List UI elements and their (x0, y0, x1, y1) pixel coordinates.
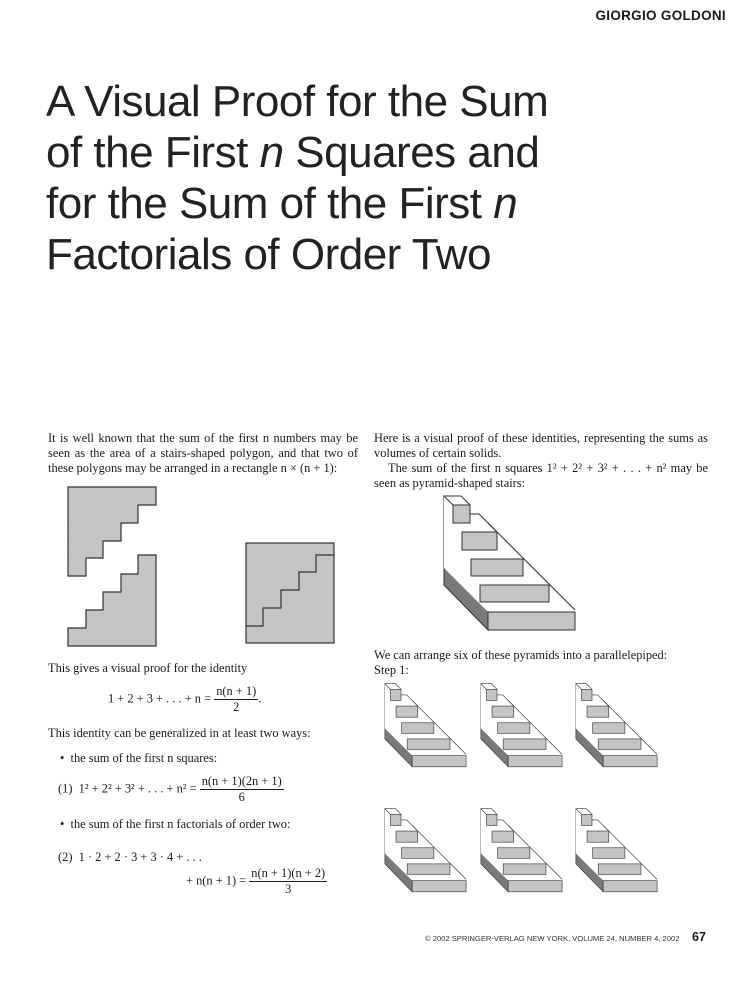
identity-lhs: 1 + 2 + 3 + . . . + n = (108, 691, 215, 706)
small-pyramid-1 (385, 684, 466, 767)
footer-copyright: © 2002 SPRINGER-VERLAG NEW YORK, VOLUME 24, NUMBER 4, 2002 (425, 934, 680, 943)
page-number: 67 (692, 930, 706, 944)
identity-numerator: n(n + 1) (216, 684, 257, 698)
title-line-3a: for the Sum of the First (46, 179, 494, 228)
identity-denominator: 2 (233, 700, 240, 714)
right-paragraph-2: The sum of the first n squares 1² + 2² + 3² + . . . + n² may be seen as pyramid-shaped stairs: (374, 461, 708, 490)
title-line-2a: of the First (46, 128, 260, 177)
step-label: Step 1: (374, 663, 409, 677)
equation-2-line-2 (186, 866, 327, 897)
title-n: n (259, 128, 284, 177)
bullet-factorials-text: the sum of the first n factorials of order two: (70, 817, 291, 831)
generalized-text: This identity can be generalized in at least two ways: (48, 726, 311, 740)
equation-2-denominator: 3 (285, 882, 292, 896)
small-pyramid-3 (576, 684, 657, 767)
equation-2-lhs: + n(n + 1) = (186, 873, 250, 888)
bullet-squares-text: the sum of the first n squares: (70, 751, 218, 765)
author-name: GIORGIO GOLDONI (595, 8, 726, 23)
intro-paragraph: It is well known that the sum of the first n numbers may be seen as the area of a stairs-shaped polygon, and that two of these polygons may be arranged in a rectangle n × (n + 1): (48, 431, 358, 475)
equation-1 (58, 774, 284, 805)
equation-1-denominator: 6 (238, 790, 245, 804)
title-line-1: A Visual Proof for the Sum (46, 77, 549, 126)
right-paragraph-3: We can arrange six of these pyramids into a parallelepiped: (374, 648, 668, 662)
title-line-2b: Squares and (283, 128, 540, 177)
small-pyramid-2 (481, 684, 562, 767)
pyramid-stairs-large (444, 496, 575, 630)
equation-2-numerator: n(n + 1)(n + 2) (251, 866, 326, 880)
small-pyramid-6 (576, 809, 657, 892)
equation-2-line-1 (58, 850, 202, 865)
equation-1-numerator: n(n + 1)(2n + 1) (201, 774, 282, 788)
rectangle-arrangement (246, 543, 334, 643)
small-pyramid-5 (481, 809, 562, 892)
equation-1-lhs: 1² + 2² + 3² + . . . + n² = (78, 781, 200, 796)
six-pyramids-figure (0, 0, 1, 1)
right-paragraph-1: Here is a visual proof of these identities, representing the sums as volumes of certain solids. (374, 431, 708, 460)
equation-1-label: (1) (58, 781, 73, 796)
equation-2-first-line: 1 · 2 + 2 · 3 + 3 · 4 + . . . (78, 850, 202, 864)
title-line-4: Factorials of Order Two (46, 230, 491, 279)
identity-intro: This gives a visual proof for the identity (48, 661, 248, 675)
bullet-factorials: • the sum of the first n factorials of order two: (60, 817, 291, 831)
identity-equation: 1 + 2 + 3 + . . . + n = $\frac{n(n + 1)}{2}$ . (108, 684, 262, 714)
article-title (46, 76, 548, 280)
title-n: n (493, 179, 518, 228)
small-pyramid-4 (385, 809, 466, 892)
equation-2-label: (2) (58, 850, 73, 864)
bullet-squares: • the sum of the first n squares: (60, 751, 218, 765)
